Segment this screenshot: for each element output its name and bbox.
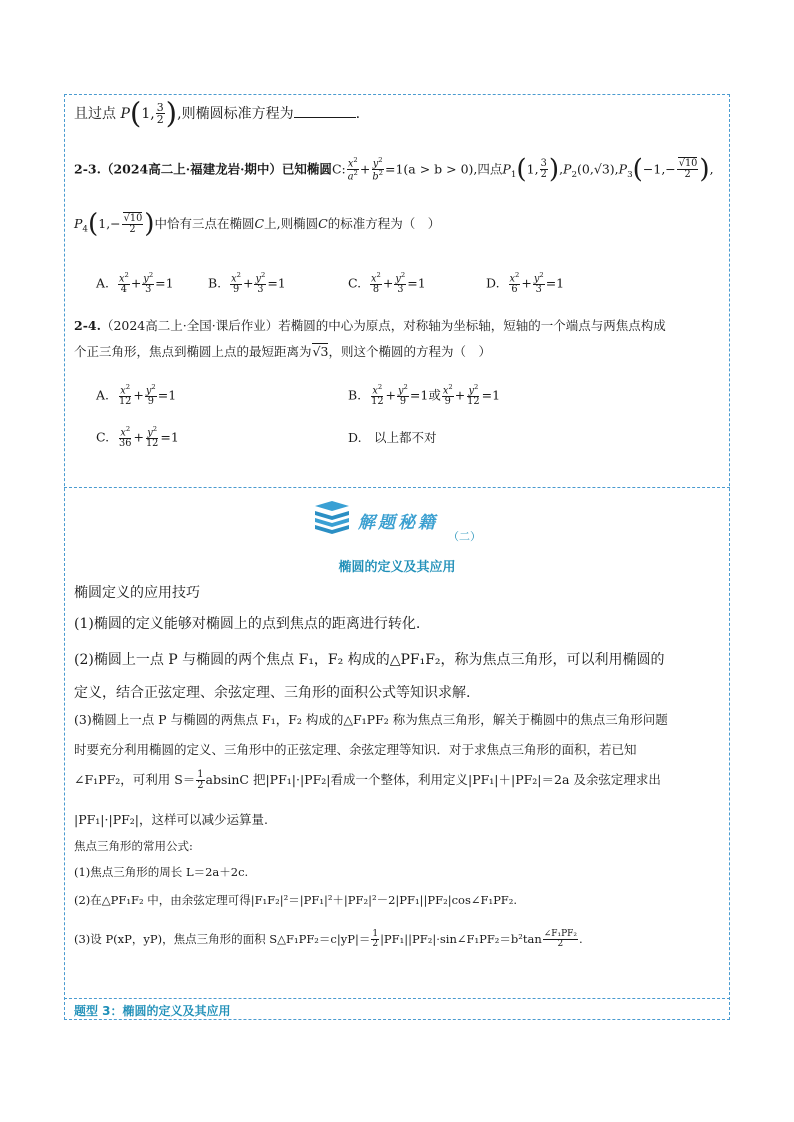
body-p7: (3)设 P(xP，yP)，焦点三角形的面积 S△F₁PF₂＝c|yP|＝ $\frac{1}{2}$ |PF₁||PF₂|·sin∠F₁PF₂＝b²tan $\frac{\text{∠F₁PF₂}}{2}$ .	[74, 929, 583, 950]
q2-4-line2: 个正三角形，焦点到椭圆上点的最短距离为√3，则这个椭圆的方程为（ ）	[74, 344, 491, 359]
q2-4-line1: 2-4.（2024高二上·全国·课后作业）若椭圆的中心为原点，对称轴为坐标轴，短轴的一个端点与两焦点构成	[74, 318, 666, 333]
q2-3-source: （2024高二上·福建龙岩·期中）已知椭圆	[100, 161, 332, 177]
answer-blank	[294, 117, 356, 118]
q2-2-tail-line: 且过点 P(1, $\frac{3}{2}$ ),则椭圆标准方程为 .	[74, 96, 361, 131]
q2-2-suffix: ,则椭圆标准方程为	[177, 105, 294, 122]
point-p4: P	[74, 216, 83, 232]
q2-2-prefix: 且过点	[74, 105, 116, 122]
body-p3a: (3)椭圆上一点 P 与椭圆的两焦点 F₁，F₂ 构成的△F₁PF₂ 称为焦点三角形，解关于椭圆中的焦点三角形问题	[74, 712, 668, 727]
point-p2: P	[563, 161, 572, 177]
q2-4-option-d[interactable]: D. 以上都不对	[348, 430, 437, 445]
q2-3-option-a[interactable]: A. $\frac{x^2}{4}$ + $\frac{y^2}{3}$ =1	[96, 271, 174, 296]
body-p5: (1)焦点三角形的周长 L＝2a＋2c.	[74, 865, 249, 879]
body-p1: (1)椭圆的定义能够对椭圆上的点到焦点的距离进行转化.	[74, 616, 421, 632]
body-p2a: (2)椭圆上一点 P 与椭圆的两个焦点 F₁，F₂ 构成的△PF₁F₂，称为焦点三角形，可以利用椭圆的	[74, 652, 665, 668]
ellipse-label: C:	[331, 161, 346, 177]
books-icon	[312, 500, 352, 538]
section-divider	[64, 487, 730, 488]
q2-3-line1: 2-3.（2024高二上·福建龙岩·期中）已知椭圆C: $\frac{x^2}{a^2}$ + $\frac{y^2}{b^2}$ =1(a > b > 0),四点$P_1(1$, $\frac{3}{2}$ )$,P_2(0,√3),P_3(-1,-$ $\frac{√10}{2}$ ),	[74, 154, 714, 185]
q2-4-option-a[interactable]: A. $\frac{x^2}{12}$ + $\frac{y^2}{9}$ =1	[96, 383, 177, 408]
point-p-label: P	[120, 105, 130, 122]
body-p3d: |PF₁|·|PF₂|，这样可以减少运算量.	[74, 812, 268, 827]
q2-3-option-c[interactable]: C. $\frac{x^2}{8}$ + $\frac{y^2}{3}$ =1	[348, 271, 426, 296]
banner-title: 解题秘籍	[358, 513, 438, 533]
body-p3c: ∠F₁PF₂，可利用 S＝ $\frac{1}{2}$ absinC 把|PF₁|·|PF₂|看成一个整体，利用定义|PF₁|＋|PF₂|＝2a 及余弦定理求出	[74, 769, 661, 792]
q2-4-option-b[interactable]: B. $\frac{x^2}{12}$ + $\frac{y^2}{9}$ =1或 $\frac{x^2}{9}$ + $\frac{y^2}{12}$ =1	[348, 383, 501, 408]
point-p2-coord: (0,√3)	[577, 161, 615, 177]
point-y-frac: $\frac{3}{2}$	[156, 101, 164, 127]
body-p0: 椭圆定义的应用技巧	[74, 585, 200, 601]
q2-4-number: 2-4.	[74, 318, 101, 333]
body-p6: (2)在△PF₁F₂ 中，由余弦定理可得|F₁F₂|²＝|PF₁|²＋|PF₂|²－2|PF₁||PF₂|cos∠F₁PF₂.	[74, 893, 518, 907]
point-p1: P	[502, 161, 511, 177]
body-p4: 焦点三角形的常用公式:	[74, 839, 193, 853]
body-p2b: 定义，结合正弦定理、余弦定理、三角形的面积公式等知识求解.	[74, 685, 471, 701]
point-x: 1,	[141, 105, 155, 122]
q2-3-line2: $P_4(1,-$ $\frac{√10}{2}$ )中恰有三点在椭圆C上,则椭圆C的标准方程为（ ）	[74, 209, 441, 240]
q2-3-option-d[interactable]: D. $\frac{x^2}{6}$ + $\frac{y^2}{3}$ =1	[486, 271, 565, 296]
ellipse-condition: (a > b > 0)	[403, 161, 474, 177]
footer-label: 题型 3：椭圆的定义及其应用	[74, 1004, 231, 1018]
section-heading: 椭圆的定义及其应用	[338, 560, 456, 575]
q2-3-number: 2-3.	[74, 161, 101, 177]
q2-3-option-b[interactable]: B. $\frac{x^2}{9}$ + $\frac{y^2}{3}$ =1	[208, 271, 286, 296]
banner-subtitle: （二）	[448, 530, 481, 543]
body-p3b: 时要充分利用椭圆的定义、三角形中的正弦定理、余弦定理等知识．对于求焦点三角形的面积，若已知	[74, 742, 637, 757]
point-p3: P	[618, 161, 628, 177]
q2-4-option-c[interactable]: C. $\frac{x^2}{36}$ + $\frac{y^2}{12}$ =1	[96, 425, 179, 450]
